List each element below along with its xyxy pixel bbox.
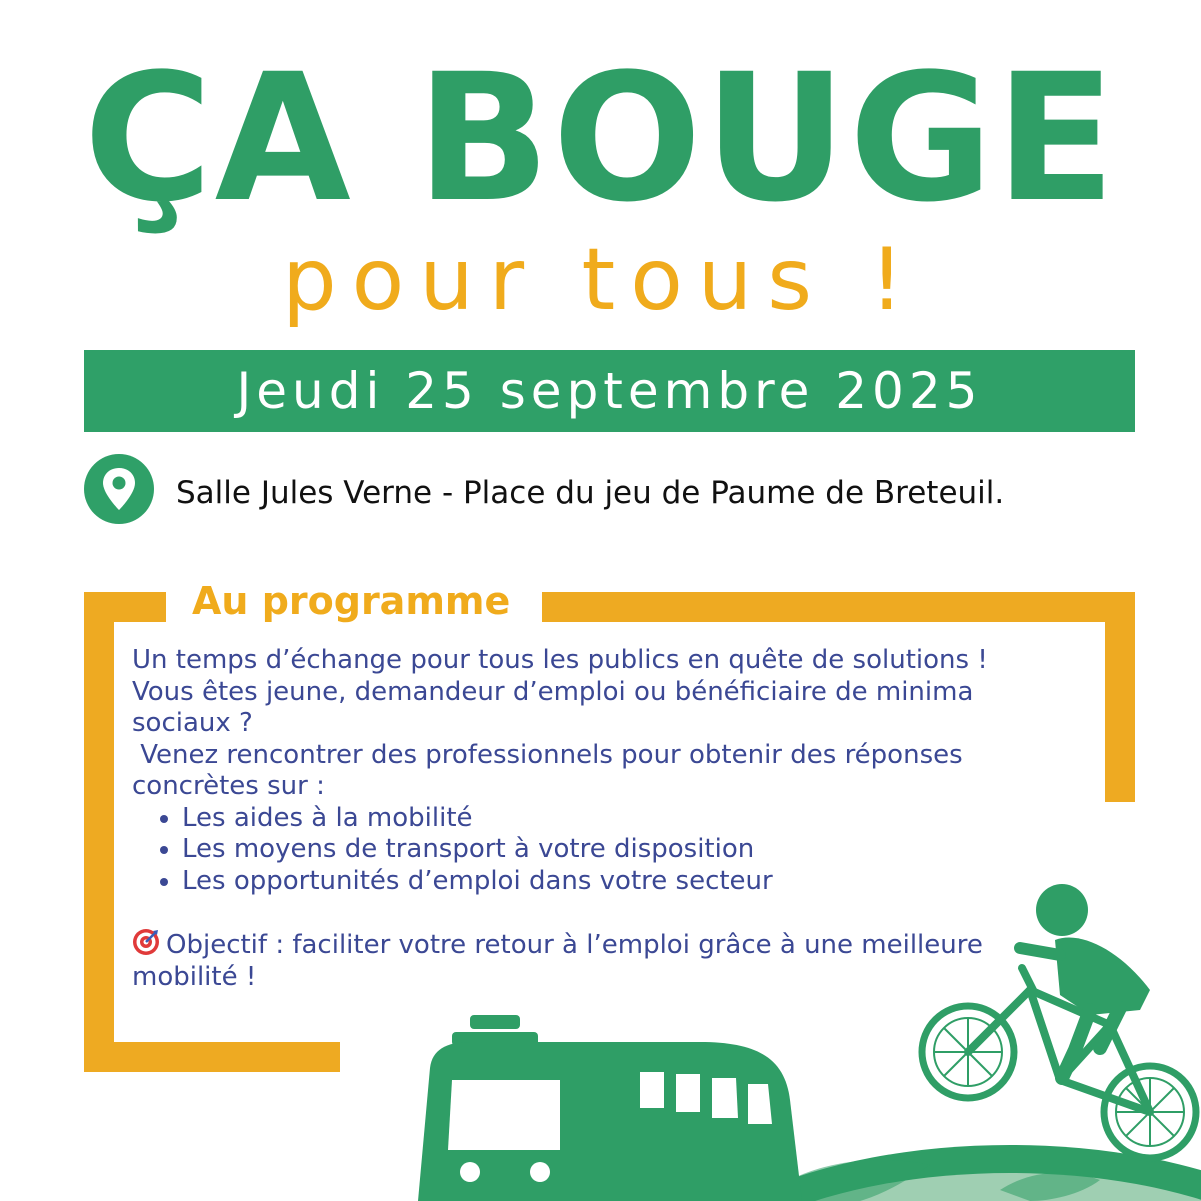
- objective-text: Objectif : faciliter votre retour à l’emploi grâce à une meilleure mobilité !: [132, 930, 983, 992]
- bus-illustration: [418, 1015, 802, 1201]
- program-intro-2: Vous êtes jeune, demandeur d’emploi ou bénéficiaire de minima sociaux ?: [132, 676, 974, 738]
- program-intro-3: Venez rencontrer des professionnels pour obtenir des réponses concrètes sur :: [132, 739, 971, 801]
- list-item: • Les moyens de transport à votre disposition: [182, 834, 1012, 866]
- cyclist-illustration: [922, 884, 1196, 1158]
- poster-title: ÇA BOUGE: [83, 36, 1118, 241]
- list-item: • Les aides à la mobilité: [182, 803, 1012, 835]
- poster-subtitle: pour tous !: [282, 230, 919, 330]
- event-date: Jeudi 25 septembre 2025: [236, 362, 983, 420]
- event-location: Salle Jules Verne - Place du jeu de Paume de Breteuil.: [176, 475, 1005, 511]
- program-heading: Au programme: [192, 579, 511, 623]
- program-intro-1: Un temps d’échange pour tous les publics en quête de solutions !: [132, 645, 988, 675]
- list-item: • Les opportunités d’emploi dans votre secteur: [182, 866, 1012, 898]
